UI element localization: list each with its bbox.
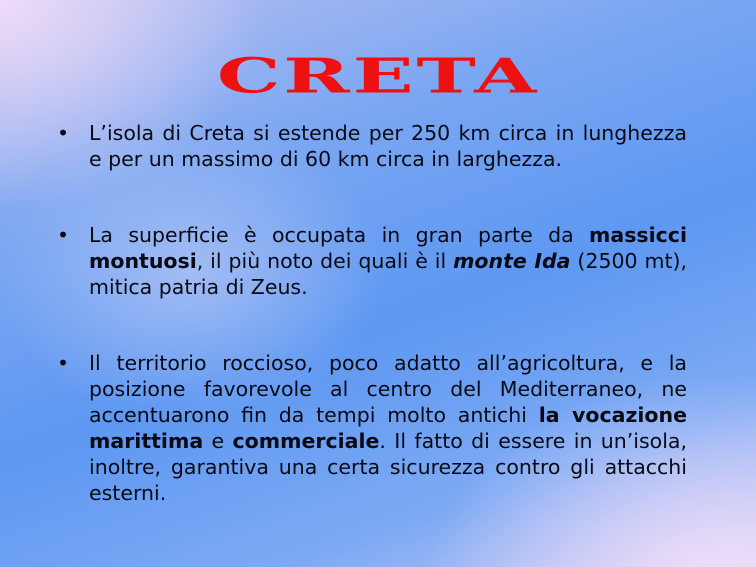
bullet-item-mountains [56, 222, 687, 300]
bullet-item-dimensions [56, 120, 687, 172]
bullet-text [89, 351, 687, 505]
text-segment: , il più noto dei quali è il [196, 249, 454, 273]
slide-title: CRETA [216, 48, 540, 104]
text-segment: (2500 mt), mitica patria di Zeus. [89, 249, 687, 299]
bullet-text [89, 121, 687, 171]
text-segment-bold: commerciale [232, 429, 380, 453]
bullet-list [56, 120, 687, 506]
bullet-dot-icon: • [56, 351, 70, 375]
bullet-dot-icon: • [56, 223, 70, 247]
text-segment-bold: massicci montuosi [89, 223, 687, 273]
text-segment-bold: la vocazione marittima [89, 403, 687, 453]
text-segment: La superficie è occupata in gran parte da [89, 223, 590, 247]
text-segment: Il territorio roccioso, poco adatto all’agricoltura, e la posizione favorevole al centro del Mediterraneo, ne accentuarono fin da tempi molto antichi [89, 351, 687, 427]
bullet-item-territory [56, 350, 687, 506]
text-segment: . Il fatto di essere in un’isola, inoltre, garantiva una certa sicurezza contro gli attacchi esterni. [89, 429, 687, 505]
text-segment-bold-italic: monte Ida [453, 249, 571, 273]
text-segment: L’isola di Creta si estende per 250 km circa in lunghezza e per un massimo di 60 km circa in larghezza. [89, 121, 687, 171]
bullet-dot-icon: • [56, 121, 70, 145]
bullet-text [89, 223, 687, 299]
text-segment: e [203, 429, 233, 453]
